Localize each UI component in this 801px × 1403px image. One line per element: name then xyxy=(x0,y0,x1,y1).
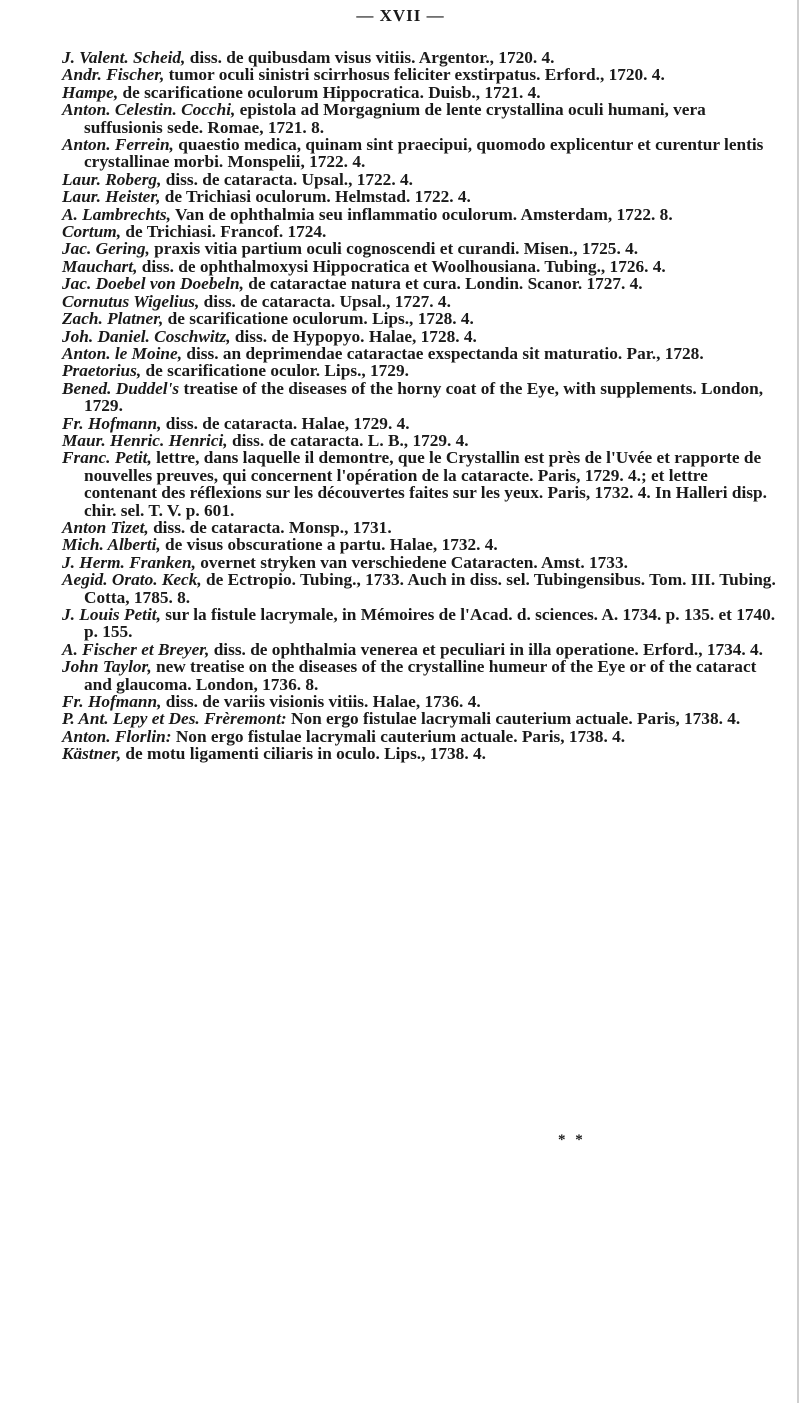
entry-text: quaestio medica, quinam sint praecipui, quomodo explicentur et curentur lentis crystallinae morbi. Monspelii, 1722. 4. xyxy=(84,135,764,172)
bibliography-entry xyxy=(62,536,777,553)
bibliography-entry xyxy=(62,449,777,519)
entry-author: P. Ant. Lepy et Des. Frèremont: xyxy=(62,709,287,729)
entry-author: Anton. Ferrein, xyxy=(62,135,174,155)
entry-text: diss. de cataracta. L. B., 1729. 4. xyxy=(227,430,469,450)
bibliography-entry xyxy=(62,84,777,101)
entry-author: Jac. Doebel von Doebeln, xyxy=(62,274,244,294)
entry-text: diss. de variis visionis vitiis. Halae, 1736. 4. xyxy=(161,692,481,712)
entry-author: J. Louis Petit, xyxy=(62,605,161,624)
bibliography-entry xyxy=(62,432,777,449)
entry-text: de scarificatione oculorum Hippocratica. Duisb., 1721. 4. xyxy=(118,82,541,102)
entry-author: Laur. Roberg, xyxy=(62,169,162,189)
bibliography-entry xyxy=(62,310,777,327)
entry-text: diss. an deprimendae cataractae exspectanda sit maturatio. Par., 1728. xyxy=(182,343,704,363)
bibliography-entry xyxy=(62,240,777,257)
entry-text: Van de ophthalmia seu inflammatio oculorum. Amsterdam, 1722. 8. xyxy=(170,204,673,224)
bibliography-entry xyxy=(62,728,777,745)
bibliography-entry xyxy=(62,745,777,762)
entry-author: Anton. Celestin. Cocchi, xyxy=(62,100,236,120)
bibliography-entry xyxy=(62,328,777,345)
entry-text: diss. de ophthalmia venerea et peculiari in illa operatione. Erford., 1734. 4. xyxy=(209,639,763,659)
entry-text: de scarificatione oculorum. Lips., 1728. 4. xyxy=(163,309,474,329)
entry-author: Cornutus Wigelius, xyxy=(62,291,200,311)
entry-author: Laur. Heister, xyxy=(62,187,161,207)
entry-text: de Trichiasi. Francof. 1724. xyxy=(121,222,327,242)
bibliography-entry xyxy=(62,519,777,536)
bibliography-entry xyxy=(62,571,777,606)
entry-author: Joh. Daniel. Coschwitz, xyxy=(62,326,231,346)
entry-text: diss. de quibusdam visus vitiis. Argentor., 1720. 4. xyxy=(185,48,555,67)
bibliography-entry xyxy=(62,641,777,658)
entry-author: Fr. Hofmann, xyxy=(62,692,162,712)
bibliography-entry xyxy=(62,693,777,710)
entry-text: de motu ligamenti ciliaris in oculo. Lips., 1738. 4. xyxy=(121,744,486,764)
bibliography-entry xyxy=(62,101,777,136)
bibliography-entry xyxy=(62,171,777,188)
entry-author: Mich. Alberti, xyxy=(62,535,161,555)
entry-author: Mauchart, xyxy=(62,256,138,276)
entry-author: Anton. Florlin: xyxy=(62,726,172,746)
entry-text: tumor oculi sinistri scirrhosus feliciter exstirpatus. Erford., 1720. 4. xyxy=(164,65,665,85)
bibliography-list xyxy=(62,49,777,763)
entry-author: J. Valent. Scheid, xyxy=(62,48,186,67)
entry-author: Andr. Fischer, xyxy=(62,65,165,85)
entry-text: Non ergo fistulae lacrymali cauterium actuale. Paris, 1738. 4. xyxy=(171,726,626,746)
entry-text: lettre, dans laquelle il demontre, que le Crystallin est près de l'Uvée et rapporte de nouvelles preuves, qui concernent l'opération de la cataracte. Paris, 1729. 4.; et lettre contenant des réflexions sur les découvertes faites sur les yeux. Paris, 1732. 4. In Halleri disp. chir. sel. T. V. p. 601. xyxy=(84,448,767,520)
entry-text: diss. de ophthalmoxysi Hippocratica et Woolhousiana. Tubing., 1726. 4. xyxy=(137,256,666,276)
entry-author: Kästner, xyxy=(62,744,122,764)
bibliography-entry xyxy=(62,258,777,275)
entry-text: de Trichiasi oculorum. Helmstad. 1722. 4. xyxy=(160,187,471,207)
entry-text: treatise of the diseases of the horny coat of the Eye, with supplements. London, 1729. xyxy=(84,378,764,416)
entry-author: A. Fischer et Breyer, xyxy=(62,639,210,659)
bibliography-entry xyxy=(62,554,777,571)
entry-author: Jac. Gering, xyxy=(62,239,150,259)
entry-author: Fr. Hofmann, xyxy=(62,413,162,433)
entry-text: new treatise on the diseases of the crystalline humeur of the Eye or of the cataract and glaucoma. London, 1736. 8. xyxy=(84,657,757,694)
entry-text: diss. de cataracta. Upsal., 1727. 4. xyxy=(199,291,451,311)
entry-text: de visus obscuratione a partu. Halae, 1732. 4. xyxy=(160,535,498,555)
bibliography-entry xyxy=(62,606,777,641)
entry-author: Anton. le Moine, xyxy=(62,343,183,363)
bibliography-entry xyxy=(62,275,777,292)
page-number-header: — XVII — xyxy=(356,6,445,25)
entry-author: John Taylor, xyxy=(62,657,152,677)
entry-text: Non ergo fistulae lacrymali cauterium actuale. Paris, 1738. 4. xyxy=(286,709,741,729)
bibliography-entry xyxy=(62,223,777,240)
bibliography-entry xyxy=(62,415,777,432)
entry-author: Franc. Petit, xyxy=(62,448,152,468)
entry-author: Hampe, xyxy=(62,82,119,102)
entry-text: sur la fistule lacrymale, in Mémoires de l'Acad. d. sciences. A. 1734. p. 135. et 1740. p. 155. xyxy=(84,605,776,642)
entry-text: epistola ad Morgagnium de lente crystallina oculi humani, vera suffusionis sede. Romae, 1721. 8. xyxy=(84,100,706,137)
entry-author: Aegid. Orato. Keck, xyxy=(62,570,202,590)
entry-author: Praetorius, xyxy=(62,361,142,381)
bibliography-entry xyxy=(62,188,777,205)
entry-text: de cataractae natura et cura. Londin. Scanor. 1727. 4. xyxy=(243,274,643,294)
entry-text: diss. de cataracta. Halae, 1729. 4. xyxy=(161,413,410,433)
page-edge-divider xyxy=(797,0,799,1403)
entry-text: diss. de cataracta. Monsp., 1731. xyxy=(148,517,392,537)
bibliography-entry xyxy=(62,658,777,693)
entry-text: diss. de cataracta. Upsal., 1722. 4. xyxy=(161,169,413,189)
bibliography-entry xyxy=(62,206,777,223)
entry-text: diss. de Hypopyo. Halae, 1728. 4. xyxy=(230,326,477,346)
bibliography-entry xyxy=(62,136,777,171)
entry-author: Maur. Henric. Henrici, xyxy=(62,430,228,450)
entry-author: Cortum, xyxy=(62,222,122,242)
entry-author: Anton Tizet, xyxy=(62,517,149,537)
bibliography-entry xyxy=(62,380,777,415)
entry-text: de Ectropio. Tubing., 1733. Auch in diss. sel. Tubingensibus. Tom. III. Tubing. Cotta, 1785. 8. xyxy=(84,570,776,607)
bibliography-entry xyxy=(62,362,777,379)
entry-text: de scarificatione oculor. Lips., 1729. xyxy=(141,361,409,381)
bibliography-entry xyxy=(62,293,777,310)
bibliography-entry xyxy=(62,710,777,727)
entry-text: praxis vitia partium oculi cognoscendi et curandi. Misen., 1725. 4. xyxy=(149,239,639,259)
entry-text: overnet stryken van verschiedene Cataracten. Amst. 1733. xyxy=(195,552,628,572)
bibliography-entry xyxy=(62,66,777,83)
bibliography-entry xyxy=(62,345,777,362)
entry-author: Zach. Platner, xyxy=(62,309,164,329)
entry-author: Bened. Duddel's xyxy=(62,378,180,398)
bibliography-entry xyxy=(62,49,777,66)
signature-mark: * * xyxy=(558,1132,586,1148)
entry-author: A. Lambrechts, xyxy=(62,204,171,224)
entry-author: J. Herm. Franken, xyxy=(62,552,196,572)
